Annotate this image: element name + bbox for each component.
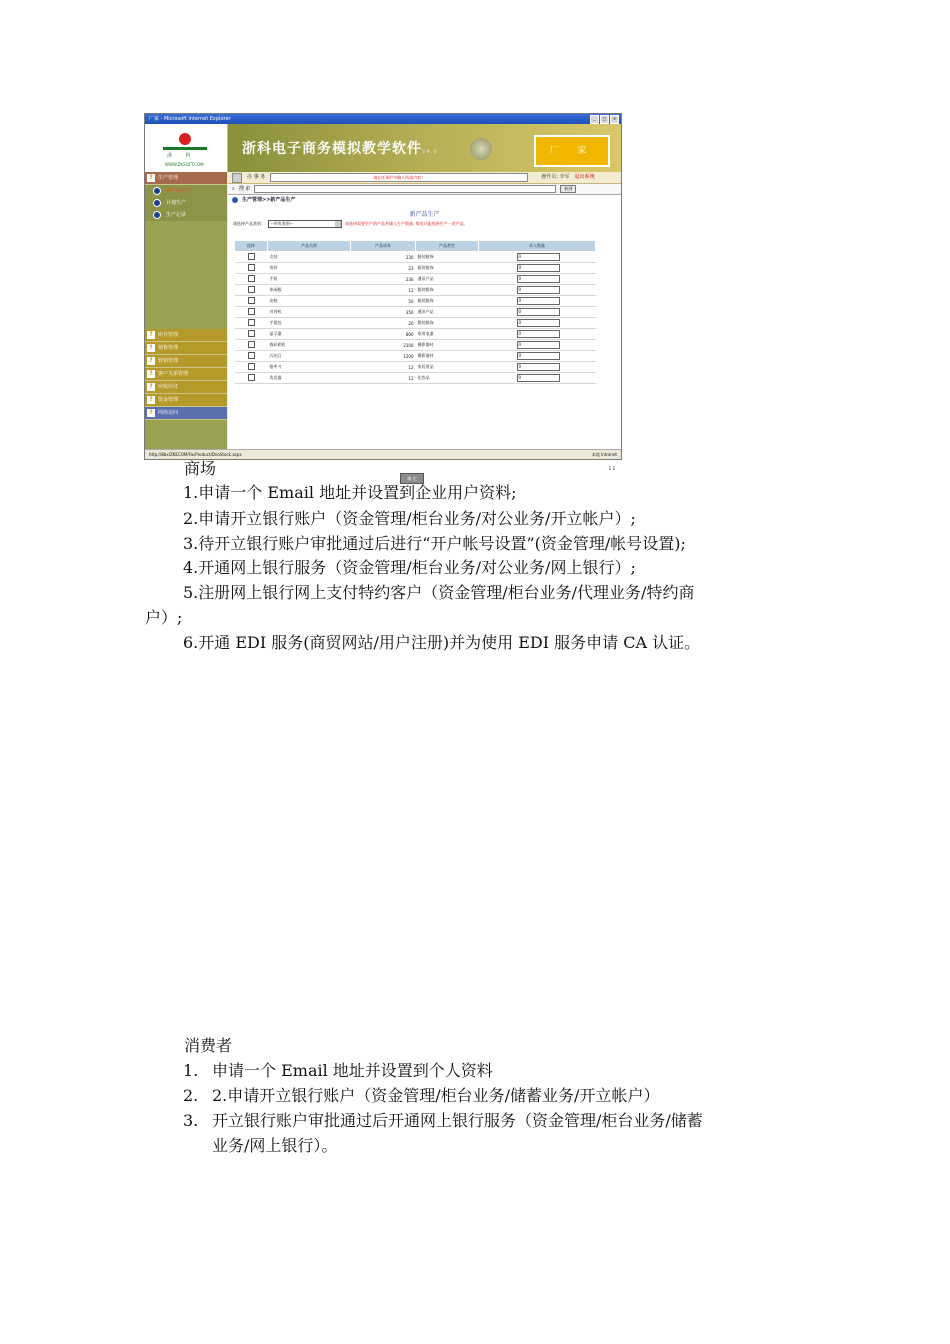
product-name: 男装 (268, 263, 351, 274)
product-name: 女装 (268, 252, 351, 263)
breadcrumb: 生产管理>>新产品生产 (228, 195, 621, 205)
product-type: 服装服饰 (416, 318, 479, 329)
row-checkbox[interactable] (248, 253, 255, 260)
search-bar (228, 184, 621, 195)
row-checkbox[interactable] (248, 308, 255, 315)
app-header (145, 124, 621, 172)
sidebar-item-production[interactable]: ? 生产管理 (145, 172, 227, 185)
col-select: 选择 (235, 241, 268, 252)
product-cost: 800 (351, 329, 416, 340)
maximize-button[interactable]: □ (600, 115, 609, 124)
breadcrumb-icon (232, 197, 238, 203)
row-checkbox[interactable] (248, 275, 255, 282)
row-checkbox-cell[interactable] (235, 351, 268, 362)
logo-sun-icon (179, 133, 191, 145)
col-name: 产品名称 (268, 241, 351, 252)
row-checkbox-cell[interactable] (235, 329, 268, 340)
qty-cell (479, 329, 596, 340)
bullet-icon (153, 199, 161, 207)
qty-input[interactable]: 0 (517, 308, 560, 316)
sidebar-item-marketing[interactable]: ? 营销管理 (145, 355, 227, 368)
qty-cell (479, 340, 596, 351)
row-checkbox[interactable] (248, 341, 255, 348)
bullet-icon (153, 187, 161, 195)
product-cost: 230 (351, 274, 416, 285)
row-checkbox-cell[interactable] (235, 307, 268, 318)
close-button[interactable]: × (610, 115, 619, 124)
row-checkbox[interactable] (248, 374, 255, 381)
minimize-button[interactable]: _ (590, 115, 599, 124)
row-checkbox-cell[interactable] (235, 252, 268, 263)
row-checkbox-cell[interactable] (235, 362, 268, 373)
go-button[interactable]: 转到 (560, 185, 576, 193)
product-cost: 12 (351, 362, 416, 373)
product-name: 数码相机 (268, 340, 351, 351)
qty-input[interactable]: 0 (517, 264, 560, 272)
cd-disc-icon (470, 138, 492, 160)
product-type: 化妆品 (416, 373, 479, 384)
consumer-step: 2.申请开立银行账户（资金管理/柜台业务/储蓄业务/开立帐户） (212, 1086, 660, 1105)
col-type: 产品类型 (416, 241, 479, 252)
qty-cell (479, 263, 596, 274)
merchant-step: 1.申请一个 Email 地址并设置到企业用户资料; (183, 483, 517, 502)
question-icon: ? (147, 409, 155, 417)
search-icon: ⌕ (232, 186, 235, 192)
module-icon (232, 173, 242, 183)
product-cost: 1200 (351, 351, 416, 362)
row-checkbox-cell[interactable] (235, 274, 268, 285)
module-input[interactable]: 请在任务栏中输入所需内容！ (270, 173, 528, 182)
logo-bar-icon (163, 147, 207, 150)
table-row (235, 285, 596, 296)
banner-version: V4.0 (422, 149, 438, 155)
logo (145, 124, 228, 172)
qty-input[interactable]: 0 (517, 352, 560, 360)
consumer-step-number: 3. (183, 1111, 199, 1130)
row-checkbox[interactable] (248, 330, 255, 337)
logo-text: 浙 科 (167, 153, 197, 159)
table-row (235, 263, 596, 274)
row-checkbox[interactable] (248, 297, 255, 304)
qty-cell (479, 274, 596, 285)
col-qty: 录入数量 (479, 241, 596, 252)
sidebar-item-sales[interactable]: ? 销售管理 (145, 342, 227, 355)
status-bar (145, 449, 621, 459)
search-input[interactable] (254, 185, 556, 193)
qty-cell (479, 285, 596, 296)
consumer-step: 开立银行账户审批通过后开通网上银行服务（资金管理/柜台业务/储蓄 (212, 1111, 703, 1130)
sidebar-subitem-new-product[interactable]: 新产品生产 (145, 185, 227, 197)
merchant-step-continued: 户）; (145, 608, 183, 627)
page-title: 新产品生产 (409, 211, 440, 218)
confirm-button[interactable]: 确 定 (400, 473, 424, 484)
table-row (235, 318, 596, 329)
category-select[interactable]: --所有类别-- (268, 220, 342, 228)
product-cost: 12 (351, 285, 416, 296)
sidebar-item-funds[interactable]: ? 资金管理 (145, 394, 227, 407)
table-row (235, 252, 596, 263)
product-type: 服装服饰 (416, 285, 479, 296)
row-checkbox-cell[interactable] (235, 285, 268, 296)
qty-input[interactable]: 0 (517, 297, 560, 305)
row-checkbox[interactable] (248, 352, 255, 359)
bullet-icon (153, 211, 161, 219)
merchant-step: 2.申请开立银行账户（资金管理/柜台业务/对公业务/开立帐户）; (183, 509, 636, 528)
table-row (235, 340, 596, 351)
row-checkbox-cell[interactable] (235, 296, 268, 307)
sidebar-item-network[interactable]: ? 网络访问 (145, 407, 227, 420)
table-row (235, 307, 596, 318)
qty-input[interactable]: 0 (517, 330, 560, 338)
merchant-step: 3.待开立银行账户审批通过后进行“开户帐号设置”(资金管理/帐号设置); (183, 534, 686, 553)
row-checkbox-cell[interactable] (235, 373, 268, 384)
product-cost: 50 (351, 296, 416, 307)
filter-label: 请选择产品类别： (233, 221, 265, 226)
window-titlebar (145, 114, 621, 124)
status-url: http://8bx/ZKECOM/FacProduct/DnoStock.aspx (149, 452, 242, 457)
qty-input[interactable]: 0 (517, 286, 560, 294)
consumer-step-continued: 业务/网上银行）。 (212, 1136, 338, 1155)
table-row (235, 274, 596, 285)
sidebar-subitem-records[interactable]: 生产记录 (145, 209, 227, 221)
pager[interactable]: 1 2 (608, 466, 615, 471)
row-checkbox-cell[interactable] (235, 318, 268, 329)
window-title: 厂家 - Microsoft Internet Explorer (149, 116, 231, 122)
product-name: 皮鞋 (268, 296, 351, 307)
consumer-heading: 消费者 (184, 1036, 233, 1055)
question-icon: ? (147, 383, 155, 391)
qty-input[interactable]: 0 (517, 275, 560, 283)
row-checkbox[interactable] (248, 286, 255, 293)
table-row (235, 351, 596, 362)
qty-input[interactable]: 0 (517, 341, 560, 349)
merchant-step: 5.注册网上银行网上支付特约客户（资金管理/柜台业务/代理业务/特约商 (183, 583, 695, 602)
product-cost: 23 (351, 263, 416, 274)
qty-cell (479, 296, 596, 307)
merchant-step: 4.开通网上银行服务（资金管理/柜台业务/对公业务/网上银行）; (183, 558, 636, 577)
row-checkbox[interactable] (248, 319, 255, 326)
question-icon: ? (147, 331, 155, 339)
product-cost: 230 (351, 252, 416, 263)
filter-note: 请选择需要生产的产品并输入生产数量, 每次只能选择生产一类产品。 (345, 221, 468, 226)
sidebar (145, 172, 227, 449)
product-type: 摄影器材 (416, 351, 479, 362)
module-bar (228, 172, 621, 184)
operator-label: 操作员: 李军 (541, 174, 570, 180)
logo-url: WWW.ZKSOFT.COM (165, 162, 204, 167)
qty-cell (479, 252, 596, 263)
qty-cell (479, 351, 596, 362)
merchant-heading: 商场 (184, 459, 217, 478)
col-cost: 产品成本 (351, 241, 416, 252)
product-cost: 12 (351, 373, 416, 384)
table-row (235, 373, 596, 384)
question-icon: ? (147, 357, 155, 365)
product-type: 通讯产品 (416, 307, 479, 318)
sidebar-item-receivables[interactable]: ? 应收应付 (145, 381, 227, 394)
consumer-step-number: 1. (183, 1061, 199, 1080)
product-type: 服装服饰 (416, 263, 479, 274)
qty-input[interactable]: 0 (517, 253, 560, 261)
product-type: 摄影器材 (416, 340, 479, 351)
product-type: 家用电器 (416, 329, 479, 340)
qty-cell (479, 362, 596, 373)
sidebar-item-inventory[interactable]: ? 库存管理 (145, 329, 227, 342)
table-row (235, 329, 596, 340)
product-name: 指甲刀 (268, 362, 351, 373)
module-label: 办 事 务 (247, 174, 266, 180)
status-zone: 本地 Intranet (591, 452, 617, 457)
qty-input[interactable]: 0 (517, 363, 560, 371)
product-cost: 350 (351, 307, 416, 318)
consumer-step: 申请一个 Email 地址并设置到个人资料 (212, 1061, 493, 1080)
qty-cell (479, 373, 596, 384)
filter-row (228, 219, 621, 229)
table-header-row (235, 241, 596, 252)
product-name: 闪光灯 (268, 351, 351, 362)
qty-cell (479, 307, 596, 318)
product-name: 手机 (268, 274, 351, 285)
product-type: 通讯产品 (416, 274, 479, 285)
qty-cell (479, 318, 596, 329)
product-cost: 20 (351, 318, 416, 329)
question-icon: ? (147, 344, 155, 352)
row-checkbox[interactable] (248, 363, 255, 370)
qty-input[interactable]: 0 (517, 319, 560, 327)
consumer-step-number: 2. (183, 1086, 199, 1105)
row-checkbox-cell[interactable] (235, 263, 268, 274)
product-type: 服装服饰 (416, 252, 479, 263)
product-name: 对讲机 (268, 307, 351, 318)
sidebar-subitem-plan[interactable]: 计划生产 (145, 197, 227, 209)
search-label: 搜 索 (238, 186, 251, 192)
product-name: 洗发露 (268, 373, 351, 384)
product-name: 手提包 (268, 318, 351, 329)
product-table (234, 240, 596, 384)
question-icon: ? (147, 174, 155, 182)
qty-input[interactable]: 0 (517, 374, 560, 382)
product-name: 显示器 (268, 329, 351, 340)
banner (228, 124, 621, 172)
merchant-step: 6.开通 EDI 服务(商贸网站/用户注册)并为使用 EDI 服务申请 CA 认证。 (183, 633, 701, 652)
row-checkbox-cell[interactable] (235, 340, 268, 351)
table-row (235, 362, 596, 373)
sidebar-item-crm[interactable]: ? 客户关系管理 (145, 368, 227, 381)
question-icon: ? (147, 396, 155, 404)
role-button[interactable]: 厂 家 (534, 135, 610, 167)
table-row (235, 296, 596, 307)
product-name: 休闲服 (268, 285, 351, 296)
banner-title: 浙科电子商务模拟教学软件V4.0 (242, 141, 438, 157)
question-icon: ? (147, 370, 155, 378)
exit-link[interactable]: 退出系统 (574, 174, 595, 180)
row-checkbox[interactable] (248, 264, 255, 271)
product-cost: 2100 (351, 340, 416, 351)
product-type: 家居用品 (416, 362, 479, 373)
product-type: 服装服饰 (416, 296, 479, 307)
